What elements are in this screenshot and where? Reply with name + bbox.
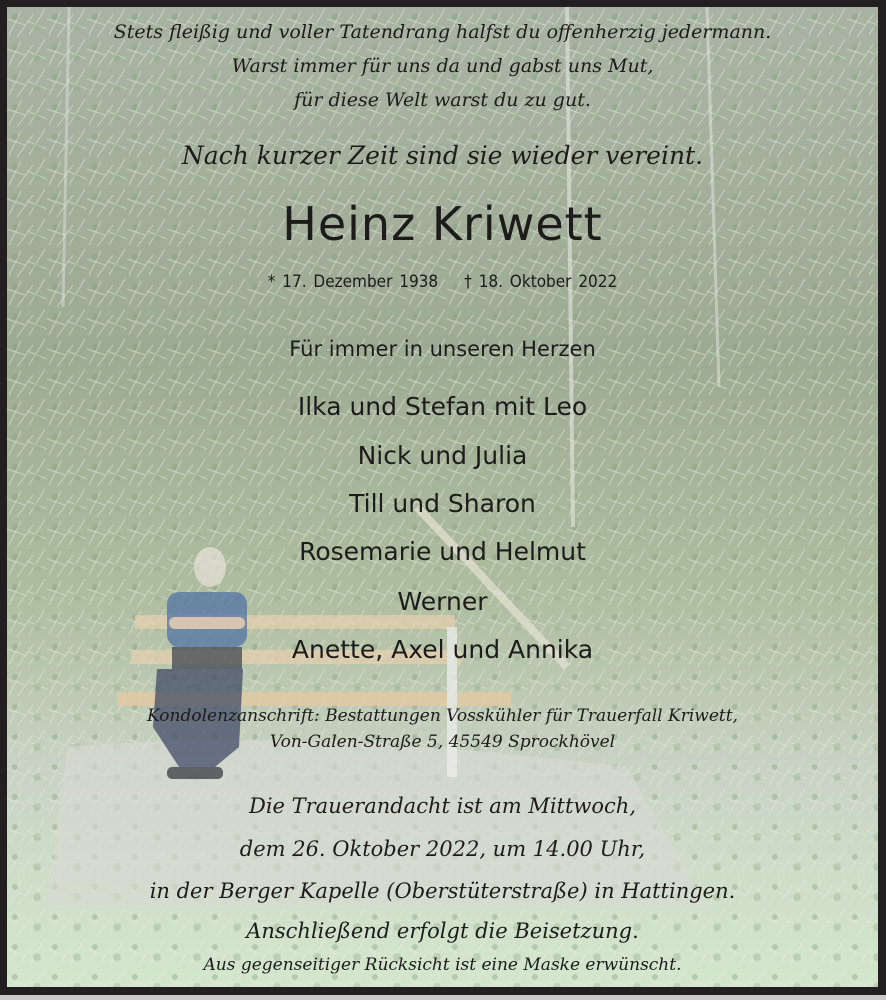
mourner: Till und Sharon: [349, 489, 536, 518]
closing-phrase: Für immer in unseren Herzen: [289, 337, 596, 361]
mourner: Ilka und Stefan mit Leo: [297, 392, 588, 421]
condolence-address: Kondolenzanschrift: Bestattungen Vosskühler für Trauerfall Kriwett,: [147, 706, 738, 726]
condolence-address: Von-Galen-Straße 5, 45549 Sprockhövel: [269, 732, 616, 752]
notice-text: [7, 7, 878, 987]
service-info: Die Trauerandacht ist am Mittwoch,: [248, 794, 636, 818]
verse-line: für diese Welt warst du zu gut.: [294, 89, 591, 111]
service-info: Anschließend erfolgt die Beisetzung.: [246, 919, 639, 943]
mourner: Werner: [397, 587, 488, 616]
mask-note: Aus gegenseitiger Rücksicht ist eine Maske erwünscht.: [203, 955, 682, 975]
birth-date: * 17. Dezember 1938: [267, 272, 439, 292]
service-info: dem 26. Oktober 2022, um 14.00 Uhr,: [239, 837, 646, 861]
life-dates: [7, 272, 878, 292]
mourner: Rosemarie und Helmut: [299, 537, 586, 566]
service-info: in der Berger Kapelle (Oberstüterstraße) in Hattingen.: [149, 879, 736, 903]
death-date: † 18. Oktober 2022: [464, 272, 618, 292]
motto: Nach kurzer Zeit sind sie wieder vereint.: [181, 141, 704, 170]
verse-line: Stets fleißig und voller Tatendrang halfst du offenherzig jedermann.: [113, 21, 772, 43]
deceased-name: Heinz Kriwett: [282, 197, 603, 251]
mourner: Anette, Axel und Annika: [291, 635, 594, 664]
verse-line: Warst immer für uns da und gabst uns Mut,: [231, 55, 654, 77]
mourner: Nick und Julia: [357, 441, 528, 470]
